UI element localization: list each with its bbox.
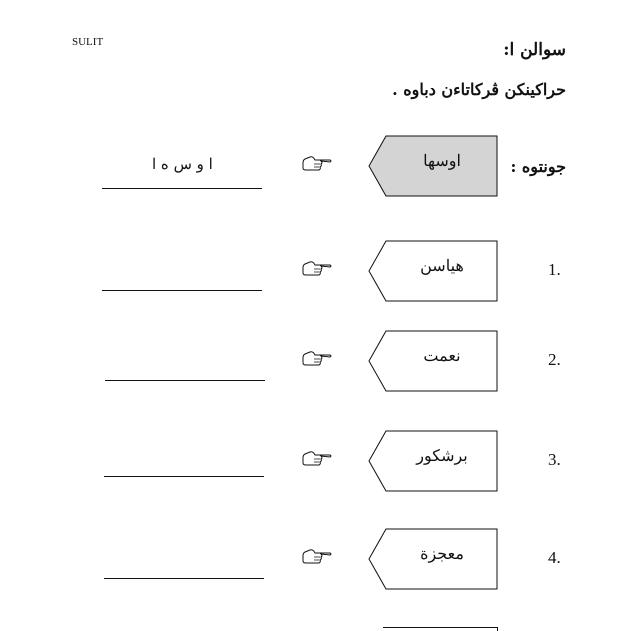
item-number: 4. bbox=[548, 548, 561, 567]
example-row bbox=[0, 135, 638, 205]
answer-line[interactable] bbox=[104, 476, 264, 477]
example-label: جونتوه : bbox=[510, 157, 566, 176]
item-number: 2. bbox=[548, 350, 561, 369]
example-word-tag bbox=[368, 135, 498, 197]
word-tag bbox=[368, 240, 498, 302]
question-item bbox=[0, 240, 638, 310]
word-tag bbox=[368, 430, 498, 492]
next-word-tag-partial bbox=[383, 627, 498, 631]
item-word: نعمت bbox=[423, 346, 461, 365]
item-word: برشکور bbox=[416, 446, 468, 465]
item-word: معجزة bbox=[420, 544, 464, 563]
item-number: 1. bbox=[548, 260, 561, 279]
question-instruction: حراکينکن ڤرکاتاءن دباوه . bbox=[392, 80, 566, 99]
question-item bbox=[0, 430, 638, 500]
example-word: اوسها bbox=[423, 151, 461, 170]
answer-line[interactable] bbox=[102, 290, 262, 291]
word-tag bbox=[368, 330, 498, 392]
example-answer-line bbox=[102, 188, 262, 189]
item-number: 3. bbox=[548, 450, 561, 469]
pointing-hand-icon bbox=[302, 348, 332, 368]
item-word: هياسن bbox=[420, 256, 464, 275]
example-answer: ا و س ه ا bbox=[152, 155, 213, 173]
question-item bbox=[0, 330, 638, 400]
question-title: سوالن ا: bbox=[503, 40, 566, 60]
answer-line[interactable] bbox=[105, 380, 265, 381]
word-tag bbox=[368, 528, 498, 590]
sulit-label: SULIT bbox=[72, 36, 104, 48]
pointing-hand-icon bbox=[302, 153, 332, 173]
pointing-hand-icon bbox=[302, 258, 332, 278]
answer-line[interactable] bbox=[104, 578, 264, 579]
pointing-hand-icon bbox=[302, 546, 332, 566]
question-item bbox=[0, 528, 638, 598]
pointing-hand-icon bbox=[302, 448, 332, 468]
